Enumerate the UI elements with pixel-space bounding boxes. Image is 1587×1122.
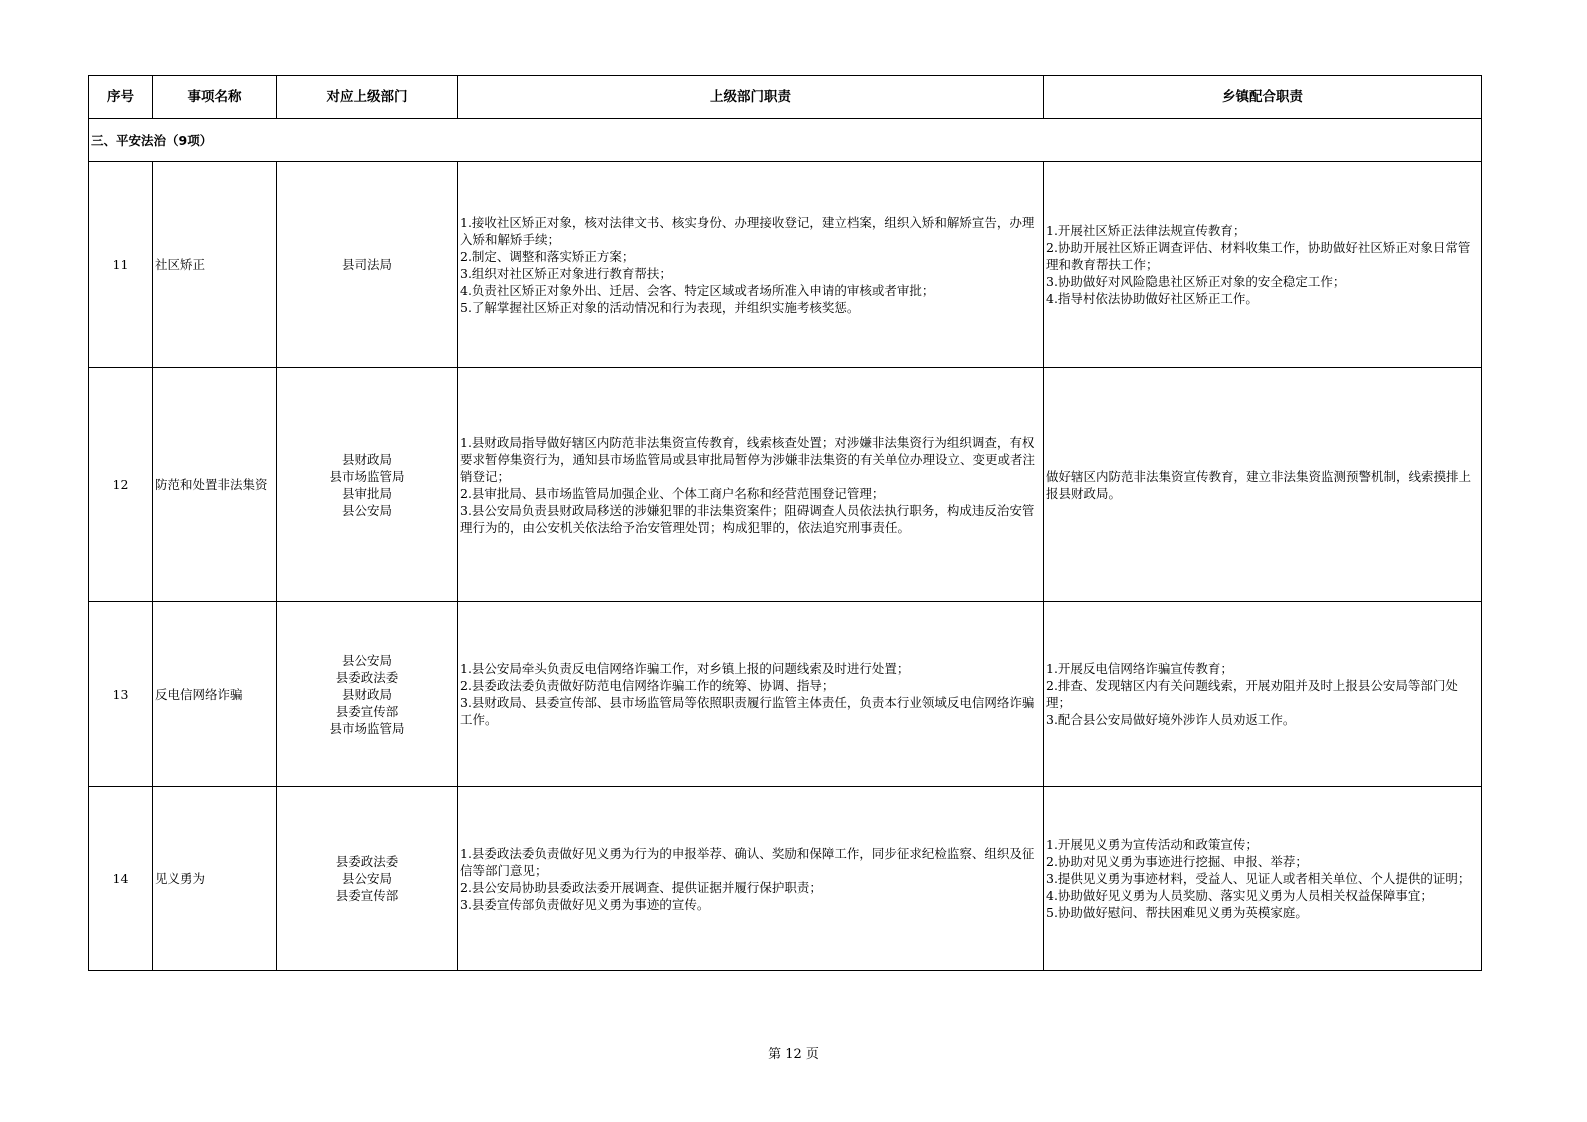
section-row xyxy=(89,119,1482,162)
town-duty-line: 2.排查、发现辖区内有关问题线索，开展劝阻并及时上报县公安局等部门处理； xyxy=(1046,678,1458,710)
duty-line: 2.县公安局协助县委政法委开展调查、提供证据并履行保护职责； xyxy=(460,879,822,895)
town-duty-line: 3.协助做好对风险隐患社区矫正对象的安全稳定工作； xyxy=(1046,274,1346,289)
duty-line: 2.制定、调整和落实矫正方案； xyxy=(460,248,635,264)
page-number: 第 12 页 xyxy=(768,1047,819,1062)
town-duty-line: 3.提供见义勇为事迹材料，受益人、见证人或者相关单位、个人提供的证明； xyxy=(1046,871,1471,886)
dept-line: 县市场监管局 xyxy=(329,468,405,484)
duty-line: 3.组织对社区矫正对象进行教育帮扶； xyxy=(460,265,672,281)
duty-line: 3.县财政局、县委宣传部、县市场监管局等依照职责履行监管主体责任，负责本行业领域反电信网络诈骗工作。 xyxy=(460,695,1035,727)
header-duty: 上级部门职责 xyxy=(458,76,1044,119)
item-name: 社区矫正 xyxy=(153,162,277,368)
duty-line: 1.县公安局牵头负责反电信网络诈骗工作，对乡镇上报的问题线索及时进行处置； xyxy=(460,661,910,676)
superior-duties xyxy=(458,602,1044,787)
header-dept: 对应上级部门 xyxy=(277,76,458,119)
duty-line: 4.负责社区矫正对象外出、迁居、会客、特定区域或者场所准入申请的审核或者审批； xyxy=(460,282,935,298)
township-duties xyxy=(1044,787,1482,971)
dept-line: 县委宣传部 xyxy=(335,703,399,719)
town-duty-line: 1.开展反电信网络诈骗宣传教育； xyxy=(1046,661,1233,676)
duty-line: 1.县委政法委负责做好见义勇为行为的申报举荐、确认、奖励和保障工作，同步征求纪检监察、组织及征信等部门意见； xyxy=(460,845,1035,878)
town-duty-line: 4.协助做好见义勇为人员奖励、落实见义勇为人员相关权益保障事宜； xyxy=(1046,888,1433,903)
table-row xyxy=(89,602,1482,787)
superior-duties xyxy=(458,162,1044,368)
superior-depts xyxy=(277,787,458,971)
town-duty-line: 做好辖区内防范非法集资宣传教育，建立非法集资监测预警机制，线索摸排上报县财政局。 xyxy=(1046,468,1472,501)
table-row xyxy=(89,162,1482,368)
dept-line: 县公安局 xyxy=(341,871,392,886)
dept-line: 县审批局 xyxy=(341,485,392,501)
town-duty-line: 5.协助做好慰问、帮扶困难见义勇为英模家庭。 xyxy=(1046,905,1308,920)
duty-line: 2.县审批局、县市场监管局加强企业、个体工商户名称和经营范围登记管理； xyxy=(460,485,885,501)
superior-depts xyxy=(277,162,458,368)
header-name: 事项名称 xyxy=(153,76,277,119)
item-name: 反电信网络诈骗 xyxy=(153,602,277,787)
township-duties xyxy=(1044,162,1482,368)
town-duty-line: 4.指导村依法协助做好社区矫正工作。 xyxy=(1046,291,1258,306)
header-town: 乡镇配合职责 xyxy=(1044,76,1482,119)
duty-line: 1.县财政局指导做好辖区内防范非法集资宣传教育，线索核查处置；对涉嫌非法集资行为组织调查，有权要求暂停集资行为，通知县市场监管局或县审批局暂停为涉嫌非法集资的有关单位办理设立、变更或者注销登记； xyxy=(460,434,1036,484)
duty-line: 3.县委宣传部负责做好见义勇为事迹的宣传。 xyxy=(460,896,710,912)
superior-depts xyxy=(277,602,458,787)
town-duty-line: 2.协助对见义勇为事迹进行挖掘、申报、举荐； xyxy=(1046,854,1308,869)
dept-line: 县公安局 xyxy=(341,652,392,668)
dept-line: 县委政法委 xyxy=(335,669,399,685)
superior-duties xyxy=(458,368,1044,602)
item-name: 见义勇为 xyxy=(153,787,277,971)
dept-line: 县委政法委 xyxy=(335,854,399,869)
dept-line: 县财政局 xyxy=(341,451,392,467)
duty-line: 3.县公安局负责县财政局移送的涉嫌犯罪的非法集资案件；阻碍调查人员依法执行职务，构成违反治安管理行为的，由公安机关依法给予治安管理处罚；构成犯罪的，依法追究刑事责任。 xyxy=(460,502,1035,535)
table-row xyxy=(89,368,1482,602)
row-number: 14 xyxy=(89,787,153,971)
superior-depts xyxy=(277,368,458,602)
dept-line: 县市场监管局 xyxy=(329,720,405,736)
duty-line: 1.接收社区矫正对象，核对法律文书、核实身份、办理接收登记，建立档案，组织入矫和解矫宣告，办理入矫和解矫手续； xyxy=(460,214,1035,247)
duty-line: 5.了解掌握社区矫正对象的活动情况和行为表现，并组织实施考核奖惩。 xyxy=(460,299,860,315)
row-number: 13 xyxy=(89,602,153,787)
header-row xyxy=(89,76,1482,119)
superior-duties xyxy=(458,787,1044,971)
header-seq: 序号 xyxy=(89,76,153,119)
township-duties xyxy=(1044,602,1482,787)
row-number: 11 xyxy=(89,162,153,368)
duty-line: 2.县委政法委负责做好防范电信网络诈骗工作的统筹、协调、指导； xyxy=(460,678,835,693)
dept-line: 县委宣传部 xyxy=(335,888,399,903)
dept-line: 县公安局 xyxy=(341,502,392,518)
town-duty-line: 2.协助开展社区矫正调查评估、材料收集工作，协助做好社区矫正对象日常管理和教育帮扶工作； xyxy=(1046,240,1471,272)
dept-line: 县司法局 xyxy=(341,257,392,272)
town-duty-line: 1.开展见义勇为宣传活动和政策宣传； xyxy=(1046,837,1258,852)
town-duty-line: 1.开展社区矫正法律法规宣传教育； xyxy=(1046,223,1246,238)
township-duties xyxy=(1044,368,1482,602)
responsibility-table xyxy=(88,75,1482,971)
table-row xyxy=(89,787,1482,971)
row-number: 12 xyxy=(89,368,153,602)
item-name: 防范和处置非法集资 xyxy=(153,368,277,602)
dept-line: 县财政局 xyxy=(341,686,392,702)
section-title: 三、平安法治（9项） xyxy=(89,119,1482,162)
town-duty-line: 3.配合县公安局做好境外涉诈人员劝返工作。 xyxy=(1046,712,1296,727)
